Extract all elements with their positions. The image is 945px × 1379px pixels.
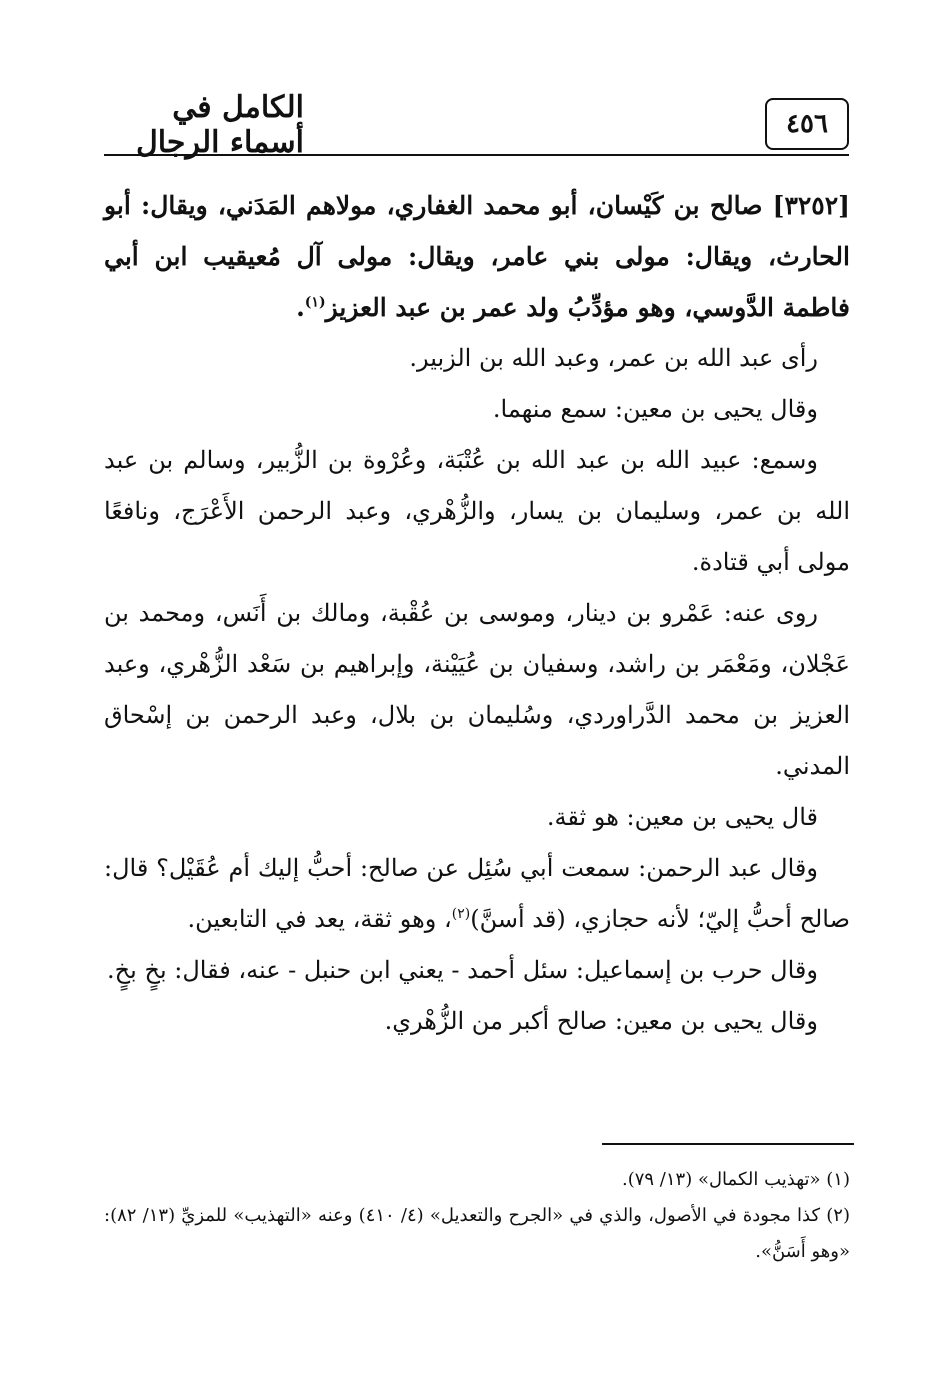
page-header [104, 90, 849, 160]
paragraph-salih-before: وقال عبد الرحمن: سمعت أبي سُئِل عن صالح: أحبُّ إليك أم عُقَيْل؟ قال: صالح أحبُّ إليّ؛ لأنه حجازي، (قد أسنَّ) [104, 854, 850, 933]
footnote-ref-1: (١) [304, 294, 326, 311]
page-number: ٤٥٦ [765, 98, 849, 150]
paragraph: رأى عبد الله بن عمر، وعبد الله بن الزبير. [409, 344, 818, 372]
paragraph: وسمع: عبيد الله بن عبد الله بن عُتْبَة، وعُرْوة بن الزُّبير، وسالم بن عبد الله بن عمر، وسليمان بن يسار، والزُّهْري، وعبد الرحمن الأَعْرَج، ونافعًا مولى أبي قتادة. [104, 446, 850, 576]
footnotes [104, 1162, 850, 1270]
paragraph: وقال حرب بن إسماعيل: سئل أحمد - يعني ابن حنبل - عنه، فقال: بخٍ بخٍ. [107, 956, 818, 984]
main-text [104, 180, 850, 1047]
paragraph: وقال يحيى بن معين: سمع منهما. [492, 395, 818, 423]
entry-heading [104, 180, 850, 333]
entry-heading-text: [٣٢٥٢] صالح بن كَيْسان، أبو محمد الغفاري، مولاهم المَدَني، ويقال: أبو الحارث، ويقال: مولى بني عامر، ويقال: مولى آل مُعيقيب ابن أبي فاطمة الدَّوسي، وهو مؤدِّبُ ولد عمر بن عبد العزيز [104, 191, 850, 322]
footnote-2: (٢) كذا مجودة في الأصول، والذي في «الجرح والتعديل» (٤/ ٤١٠) وعنه «التهذيب» للمزيِّ (١٣/ ٨٢): «وهو أَسَنُّ». [104, 1205, 850, 1262]
footnote-divider [602, 1143, 854, 1145]
paragraph-salih [104, 843, 850, 945]
entry-heading-end: . [296, 293, 305, 322]
paragraph: وقال يحيى بن معين: صالح أكبر من الزُّهْري. [384, 1007, 818, 1035]
paragraph: قال يحيى بن معين: هو ثقة. [546, 803, 818, 831]
paragraph-salih-after: ، وهو ثقة، يعد في التابعين. [187, 905, 452, 933]
footnote-ref-2: (٢) [451, 906, 471, 922]
paragraph: روى عنه: عَمْرو بن دينار، وموسى بن عُقْبة، ومالك بن أَنَس، ومحمد بن عَجْلان، ومَعْمَر بن راشد، وسفيان بن عُيَيْنة، وإبراهيم بن سَعْد الزُّهْري، وعبد العزيز بن محمد الدَّراوردي، وسُليمان بن بلال، وعبد الرحمن بن إسْحاق المدني. [104, 599, 850, 780]
footnote-1: (١) «تهذيب الكمال» (١٣/ ٧٩). [621, 1169, 850, 1190]
book-title: الكامل في أسماء الرجال [135, 90, 304, 160]
